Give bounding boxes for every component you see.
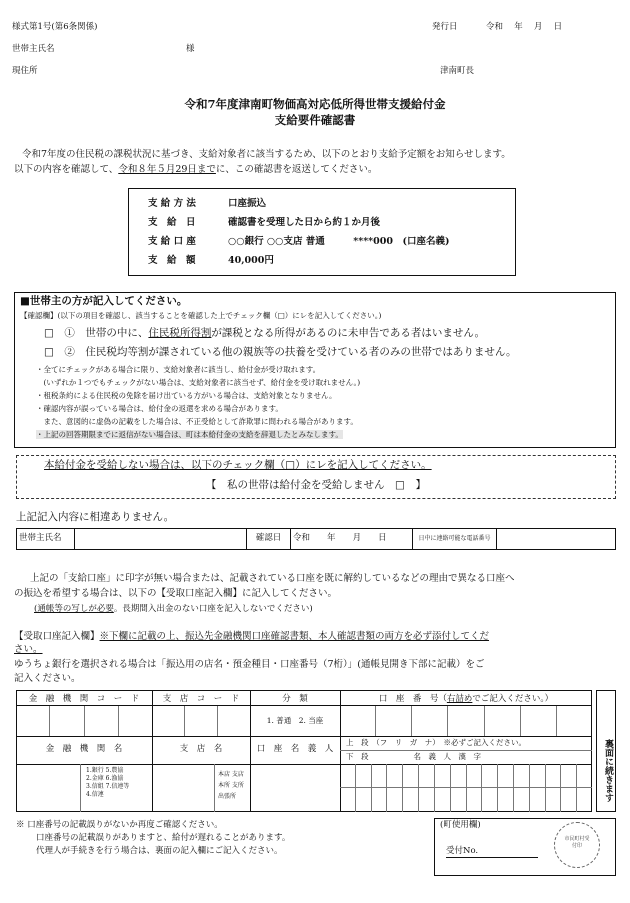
bank-name-header: 金 融 機 関 名 — [45, 744, 123, 754]
account-number-header: 口 座 番 号（右詰めでご記入ください。） — [378, 694, 554, 704]
decline-instruction: 本給付金を受給しない場合は、以下のチェック欄（□）にレを記入してください。 — [44, 459, 432, 471]
payment-amount-label: 支 給 額 — [148, 255, 196, 266]
payment-date-value: 確認書を受理した日から約１か月後 — [228, 217, 381, 228]
account-heading: 【受取口座記入欄】※下欄に記載の上、振込先金融機関口座確認書類、本人確認書類の両方を必ず添付してくだ — [14, 631, 490, 642]
side-continued-label: 裏面に続きます — [596, 690, 616, 812]
branch-name-header: 支 店 名 — [179, 744, 223, 754]
bank-kind-divider — [80, 764, 81, 812]
confirmation-note: 【確認欄】(以下の項目を確認し、該当することを確認した上でチェック欄（□）にレを記入してください。) — [20, 311, 382, 320]
issuer-name: 津南町長 — [440, 66, 475, 76]
issue-date-label: 発行日 — [432, 22, 458, 32]
change-line1: 上記の「支給口座」に印字が無い場合または、記載されている口座を既に解約しているなどの理由で異なる口座へ — [30, 573, 515, 584]
confirmation-table — [16, 528, 616, 550]
form-number: 様式第1号(第6条関係) — [12, 22, 98, 32]
decline-checkbox[interactable]: 【 私の世帯は給付金を受給しません □ 】 — [206, 479, 426, 491]
confirm-date-field[interactable]: 令和 年 月 日 — [291, 529, 413, 550]
address-label: 現住所 — [12, 66, 38, 76]
householder-heading: ■世帯主の方が記入してください。 — [20, 295, 188, 307]
furigana-header: 上 段 （フ リ ガ ナ） ※必ずご記入ください。 — [346, 738, 526, 747]
householder-label: 世帯主氏名 — [12, 44, 55, 54]
phone-label: 日中に連絡可能な電話番号 — [413, 529, 497, 550]
payment-method-label: 支 給 方 法 — [148, 198, 196, 209]
check-item-2[interactable]: □ ② 住民税均等割が課されている他の親族等の扶養を受けている者のみの世帯ではありません。 — [44, 346, 517, 358]
bullet-1: ・全てにチェックがある場合に限り、支給対象者に該当し、給付金が受け取れます。 — [36, 365, 321, 374]
change-note: (通帳等の写しが必要。長期間入出金のない口座を記入しないでください) — [34, 604, 313, 614]
bank-code-header: 金 融 機 関 コ ー ド — [28, 694, 140, 704]
bullet-2: (いずれか１つでもチェックがない場合は、支給対象者に該当せず、給付金を受け取れません。) — [36, 378, 361, 387]
receipt-number-field[interactable]: 受付No. — [446, 846, 538, 858]
document-title: 令和7年度津南町物価高対応低所得世帯支援給付金 — [184, 97, 446, 111]
row2-divider — [16, 736, 592, 737]
type-header: 分 類 — [282, 694, 308, 704]
issue-date: 令和 年 月 日 — [486, 22, 563, 32]
payment-amount-value: 40,000円 — [228, 255, 274, 266]
intro-line1: 令和7年度の住民税の課税状況に基づき、支給対象者に該当するため、以下のとおり支給予定額をお知らせします。 — [22, 149, 511, 160]
confirm-date-label: 確認日 — [247, 529, 291, 550]
phone-field[interactable] — [497, 529, 616, 550]
payment-method-value: 口座振込 — [228, 198, 267, 209]
account-heading-cont: さい。 — [14, 644, 43, 655]
holder-kana-cells[interactable] — [340, 764, 592, 812]
holder-upper-divider — [340, 750, 592, 751]
payment-account-label: 支 給 口 座 — [148, 236, 196, 247]
footer-note-3: 代理人が手続きを行う場合は、裏面の記入欄にご記入ください。 — [36, 846, 283, 856]
bullet-4: ・確認内容が誤っている場合は、給付金の返還を求める場合があります。 — [36, 404, 283, 413]
yucho-line1: ゆうちょ銀行を選択される場合は「振込用の店名・預金種目・口座番号（7桁）」(通帳見開き下部に記載）をご — [14, 659, 485, 670]
footer-note-1: ※ 口座番号の記載誤りがないか再度ご確認ください。 — [16, 820, 223, 830]
householder-name-field[interactable] — [75, 529, 247, 550]
bullet-6: ・上記の回答期限までに返信がない場合は、町は本給付金の支給を辞退したとみなします。 — [36, 430, 343, 439]
bullet-3: ・租税条約による住民税の免除を届け出ている方がいる場合は、支給対象となりません。 — [36, 391, 337, 400]
branch-code-cells[interactable] — [152, 706, 250, 736]
payment-account-value: ○○銀行 ○○支店 普通 ****000 (口座名義) — [228, 236, 450, 247]
honorific: 様 — [186, 44, 195, 54]
yucho-line2: 記入ください。 — [14, 673, 81, 684]
response-deadline: 令和８年５月29日まで — [118, 164, 216, 175]
branch-kind-divider — [214, 764, 215, 812]
account-number-cells[interactable] — [340, 706, 592, 736]
bank-code-cells[interactable] — [16, 706, 152, 736]
branch-code-header: 支 店 コ ー ド — [162, 694, 240, 704]
kanji-header: 下 段 名 義 人 漢 字 — [346, 752, 481, 761]
document-subtitle: 支給要件確認書 — [274, 113, 356, 127]
change-line2: の振込を希望する場合は、以下の【受取口座記入欄】に記入してください。 — [14, 588, 338, 599]
footer-note-2: 口座番号の記載誤りがありますと、給付が遅れることがあります。 — [36, 833, 291, 843]
holder-name-field[interactable] — [250, 764, 340, 812]
bullet-5: また、意図的に虚偽の記載をした場合は、不正受給として詐欺罪に問われる場合があります。 — [36, 417, 358, 426]
branch-kind-options[interactable]: 本店 支店 本所 支所 出張所 — [218, 771, 244, 800]
reception-stamp-icon: 市民町村受付印 — [554, 822, 600, 868]
payment-date-label: 支 給 日 — [148, 217, 196, 228]
account-type-options[interactable]: 1. 普通 2. 当座 — [266, 716, 324, 725]
holder-header: 口 座 名 義 人 — [256, 744, 334, 754]
intro-line2: 以下の内容を確認して、令和８年５月29日までに、この確認書を返送してください。 — [14, 164, 378, 175]
office-use-label: (町使用欄) — [440, 820, 481, 830]
householder-name-label: 世帯主氏名 — [17, 529, 75, 550]
confirmation-lead: 上記記入内容に相違ありません。 — [16, 511, 175, 523]
check-item-1[interactable]: □ ① 世帯の中に、住民税所得割が課税となる所得があるのに未申告である者はいません。 — [44, 327, 486, 339]
bank-kind-options[interactable]: 1.銀行 5.農協 2.金庫 6.漁協 3.信組 7.信連等 4.信連 — [86, 767, 130, 799]
